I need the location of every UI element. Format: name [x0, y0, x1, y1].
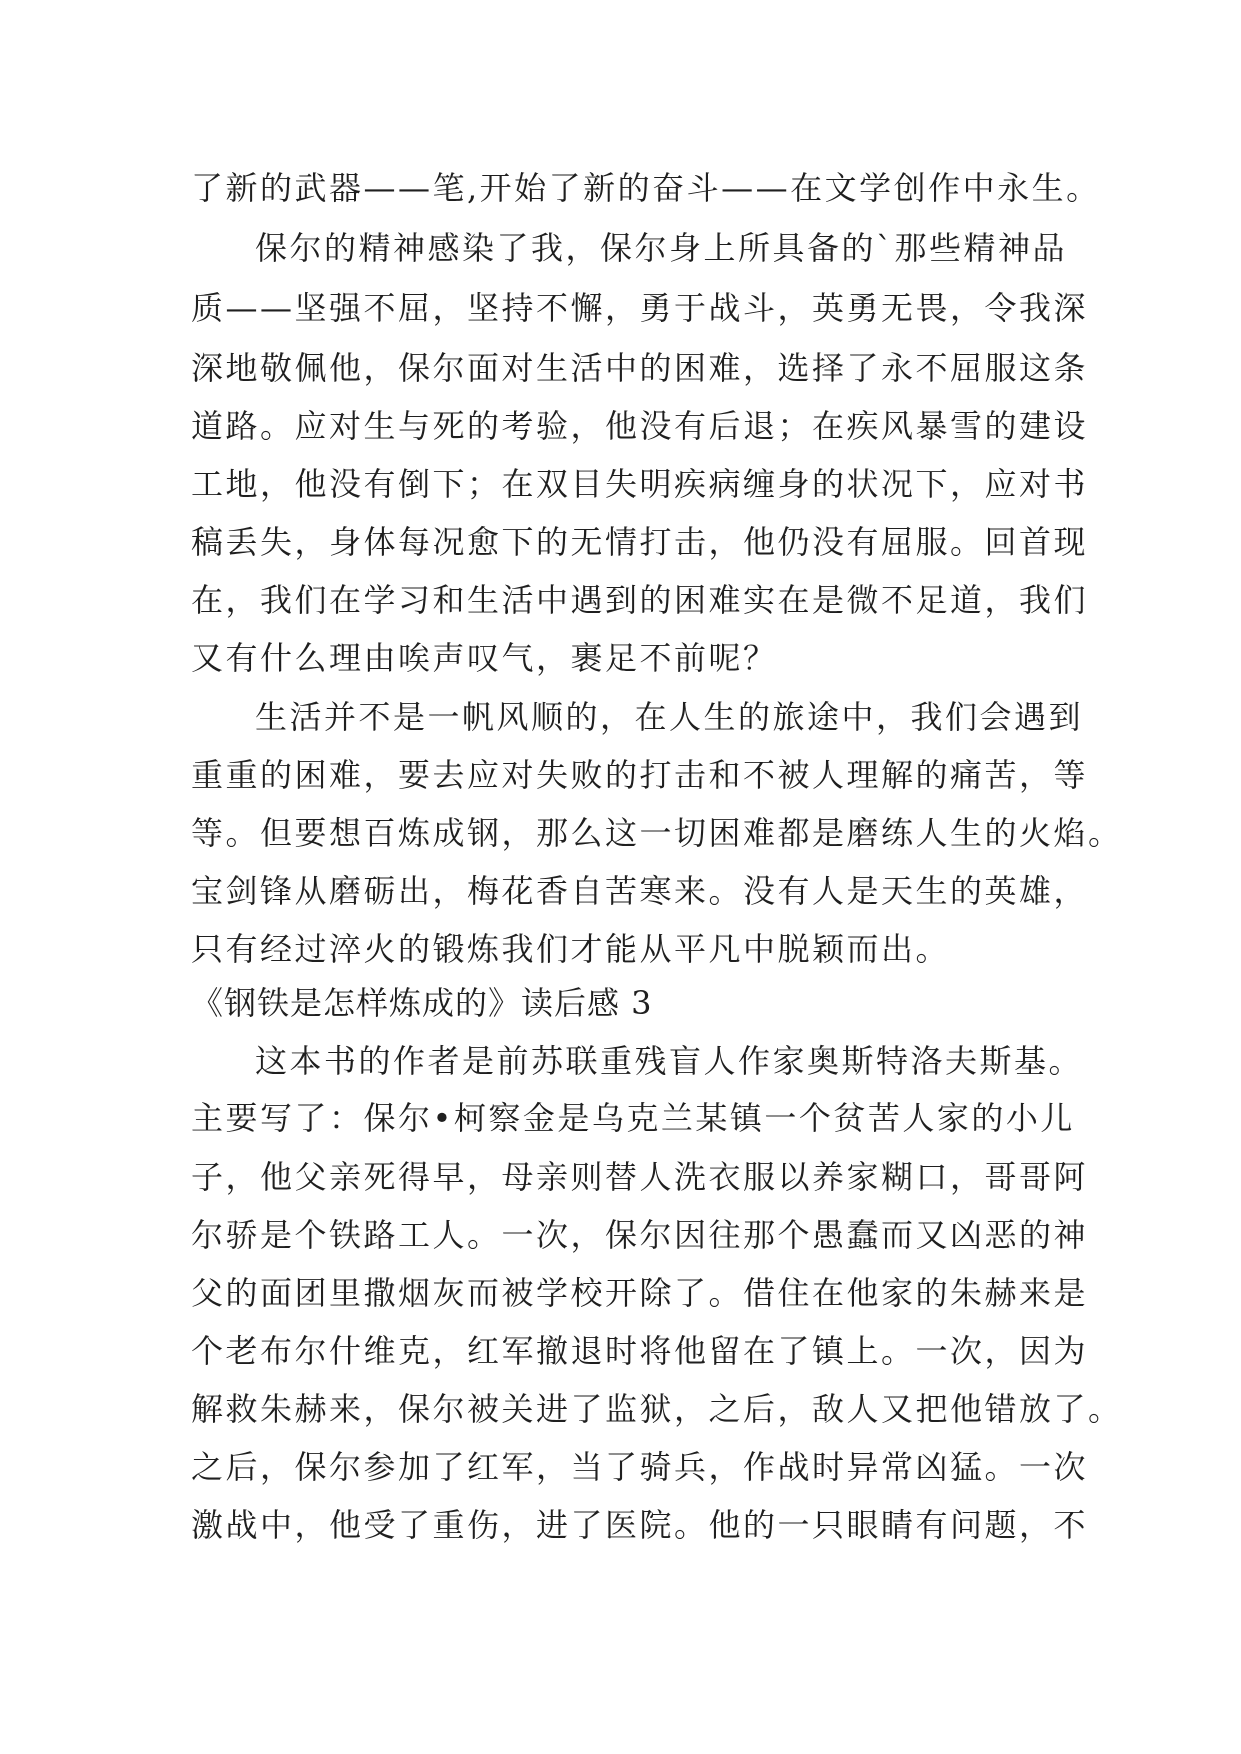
text-line: 了新的武器——笔,开始了新的奋斗——在文学创作中永生。 — [191, 169, 1101, 207]
text-line: 解救朱赫来，保尔被关进了监狱，之后，敌人又把他错放了。 — [191, 1390, 1123, 1428]
text-line: 子，他父亲死得早，母亲则替人洗衣服以养家糊口，哥哥阿 — [191, 1158, 1089, 1196]
text-line: 又有什么理由唉声叹气，裹足不前呢？ — [191, 639, 778, 677]
text-line: 等。但要想百炼成钢，那么这一切困难都是磨练人生的火焰。 — [191, 814, 1123, 852]
text-line: 质——坚强不屈，坚持不懈，勇于战斗，英勇无畏，令我深 — [191, 289, 1089, 327]
text-line: 深地敬佩他，保尔面对生活中的困难，选择了永不屈服这条 — [191, 349, 1089, 387]
section-heading: 《钢铁是怎样炼成的》读后感 3 — [191, 984, 653, 1022]
paragraph-start-line: 生活并不是一帆风顺的，在人生的旅途中，我们会遇到 — [255, 698, 1084, 736]
text-line: 道路。应对生与死的考验，他没有后退；在疾风暴雪的建设 — [191, 407, 1089, 445]
text-line: 之后，保尔参加了红军，当了骑兵，作战时异常凶猛。一次 — [191, 1448, 1089, 1486]
text-line: 宝剑锋从磨砺出，梅花香自苦寒来。没有人是天生的英雄， — [191, 872, 1089, 910]
text-line: 个老布尔什维克，红军撤退时将他留在了镇上。一次，因为 — [191, 1332, 1089, 1370]
paragraph-start-line: 保尔的精神感染了我，保尔身上所具备的`那些精神品 — [255, 229, 1068, 267]
text-line: 只有经过淬火的锻炼我们才能从平凡中脱颖而出。 — [191, 930, 951, 968]
text-line: 尔骄是个铁路工人。一次，保尔因往那个愚蠢而又凶恶的神 — [191, 1216, 1089, 1254]
text-line: 重重的困难，要去应对失败的打击和不被人理解的痛苦，等 — [191, 756, 1089, 794]
text-line: 父的面团里撒烟灰而被学校开除了。借住在他家的朱赫来是 — [191, 1274, 1089, 1312]
text-line: 工地，他没有倒下；在双目失明疾病缠身的状况下，应对书 — [191, 465, 1089, 503]
text-line: 在，我们在学习和生活中遇到的困难实在是微不足道，我们 — [191, 581, 1089, 619]
text-line: 激战中，他受了重伤，进了医院。他的一只眼睛有问题，不 — [191, 1506, 1089, 1544]
paragraph-start-line: 这本书的作者是前苏联重残盲人作家奥斯特洛夫斯基。 — [255, 1042, 1084, 1080]
text-line: 主要写了：保尔•柯察金是乌克兰某镇一个贫苦人家的小儿 — [191, 1099, 1075, 1137]
text-line: 稿丢失，身体每况愈下的无情打击，他仍没有屈服。回首现 — [191, 523, 1089, 561]
